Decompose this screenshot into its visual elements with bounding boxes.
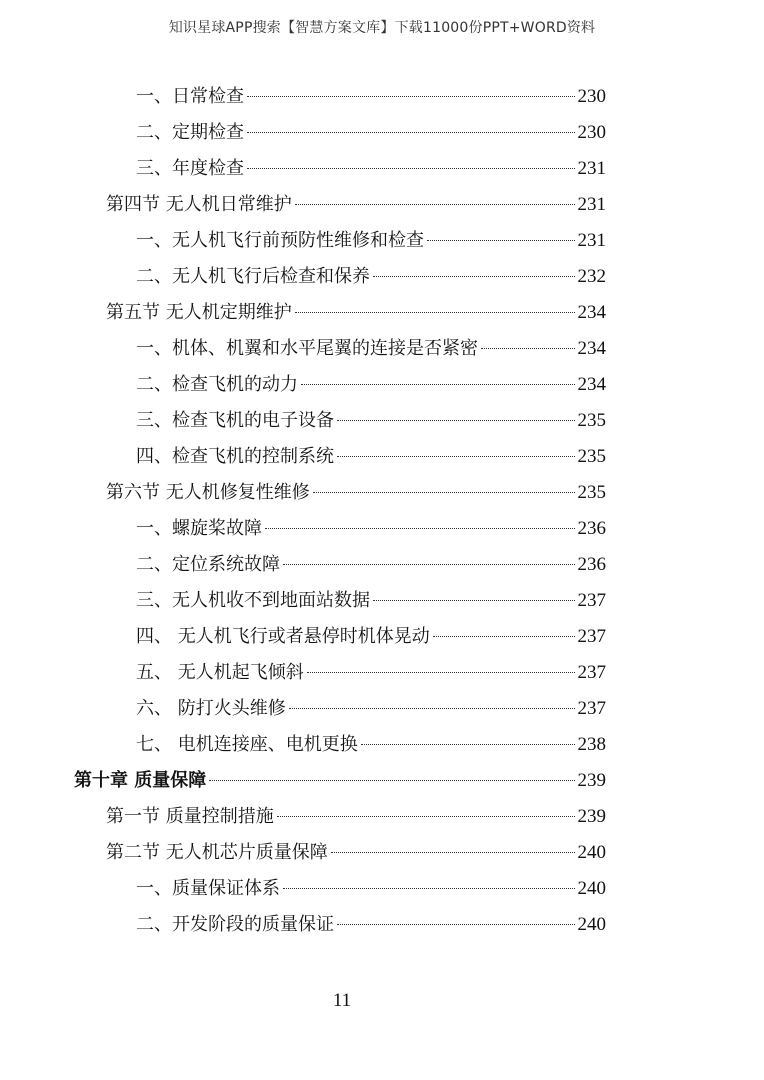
- toc-dot-leader: [361, 744, 575, 745]
- toc-entry-page: 230: [577, 122, 606, 143]
- toc-dot-leader: [373, 600, 575, 601]
- toc-dot-leader: [433, 636, 575, 637]
- toc-entry-page: 239: [577, 770, 606, 791]
- toc-entry-title: 第五节 无人机定期维护: [106, 302, 292, 323]
- toc-dot-leader: [331, 852, 575, 853]
- toc-dot-leader: [209, 780, 574, 781]
- toc-entry[interactable]: [136, 223, 606, 259]
- toc-dot-leader: [337, 420, 575, 421]
- toc-entry-title: 二、无人机飞行后检查和保养: [136, 266, 370, 287]
- toc-entry-page: 236: [577, 554, 606, 575]
- toc-entry-title: 一、机体、机翼和水平尾翼的连接是否紧密: [136, 338, 478, 359]
- toc-entry-title: 二、开发阶段的质量保证: [136, 914, 334, 935]
- toc-entry-title: 第十章 质量保障: [74, 770, 207, 791]
- toc-entry[interactable]: [136, 331, 606, 367]
- toc-entry[interactable]: [136, 439, 606, 475]
- toc-entry-title: 三、年度检查: [136, 158, 244, 179]
- toc-entry[interactable]: [136, 79, 606, 115]
- toc-entry-page: 234: [577, 338, 606, 359]
- toc-entry-title: 一、无人机飞行前预防性维修和检查: [136, 230, 424, 251]
- toc-dot-leader: [265, 528, 575, 529]
- toc-dot-leader: [283, 888, 575, 889]
- header-banner: 知识星球APP搜索【智慧方案文库】下载11000份PPT+WORD资料: [168, 20, 596, 36]
- toc-entry[interactable]: [136, 907, 606, 943]
- toc-dot-leader: [427, 240, 575, 241]
- toc-entry[interactable]: [106, 295, 606, 331]
- toc-entry[interactable]: [136, 727, 606, 763]
- toc-entry[interactable]: [136, 403, 606, 439]
- toc-entry-page: 234: [577, 302, 606, 323]
- toc-dot-leader: [247, 168, 575, 169]
- toc-dot-leader: [337, 924, 575, 925]
- toc-entry[interactable]: [106, 799, 606, 835]
- toc-dot-leader: [283, 564, 575, 565]
- toc-entry-page: 235: [577, 446, 606, 467]
- toc-entry-title: 第六节 无人机修复性维修: [106, 482, 310, 503]
- toc-entry-title: 四、检查飞机的控制系统: [136, 446, 334, 467]
- toc-dot-leader: [295, 312, 575, 313]
- toc-entry-title: 五、 无人机起飞倾斜: [136, 662, 304, 683]
- toc-dot-leader: [295, 204, 575, 205]
- toc-dot-leader: [307, 672, 575, 673]
- toc-entry-page: 240: [577, 878, 606, 899]
- toc-dot-leader: [373, 276, 575, 277]
- toc-entry-title: 第一节 质量控制措施: [106, 806, 274, 827]
- toc-entry[interactable]: [136, 115, 606, 151]
- toc-entry[interactable]: [106, 475, 606, 511]
- toc-entry-title: 二、定位系统故障: [136, 554, 280, 575]
- toc-entry-page: 237: [577, 698, 606, 719]
- toc-entry-title: 二、定期检查: [136, 122, 244, 143]
- toc-entry[interactable]: [136, 583, 606, 619]
- toc-entry-page: 231: [577, 158, 606, 179]
- toc-dot-leader: [313, 492, 575, 493]
- toc-dot-leader: [301, 384, 575, 385]
- toc-dot-leader: [247, 132, 575, 133]
- toc-entry-title: 三、检查飞机的电子设备: [136, 410, 334, 431]
- toc-entry-title: 第二节 无人机芯片质量保障: [106, 842, 328, 863]
- toc-dot-leader: [481, 348, 575, 349]
- toc-entry[interactable]: [136, 511, 606, 547]
- toc-entry-page: 231: [577, 194, 606, 215]
- toc-entry[interactable]: [74, 763, 606, 799]
- toc-entry[interactable]: [136, 655, 606, 691]
- toc-entry-page: 237: [577, 662, 606, 683]
- toc-dot-leader: [337, 456, 575, 457]
- toc-entry-page: 235: [577, 482, 606, 503]
- toc-entry-page: 239: [577, 806, 606, 827]
- toc-entry-title: 一、质量保证体系: [136, 878, 280, 899]
- toc-entry-title: 一、日常检查: [136, 86, 244, 107]
- toc-entry-page: 234: [577, 374, 606, 395]
- toc-entry-page: 232: [577, 266, 606, 287]
- toc-entry-title: 二、检查飞机的动力: [136, 374, 298, 395]
- toc-entry-page: 236: [577, 518, 606, 539]
- toc-entry[interactable]: [136, 367, 606, 403]
- toc-entry[interactable]: [106, 835, 606, 871]
- toc-entry-page: 230: [577, 86, 606, 107]
- toc-entry[interactable]: [136, 691, 606, 727]
- toc-entry[interactable]: [106, 187, 606, 223]
- toc-entry[interactable]: [136, 619, 606, 655]
- toc-entry-page: 231: [577, 230, 606, 251]
- toc-entry-title: 三、无人机收不到地面站数据: [136, 590, 370, 611]
- toc-entry-page: 235: [577, 410, 606, 431]
- toc-entry[interactable]: [136, 871, 606, 907]
- toc-entry-title: 七、 电机连接座、电机更换: [136, 734, 358, 755]
- toc-dot-leader: [247, 96, 575, 97]
- toc-entry-title: 四、 无人机飞行或者悬停时机体晃动: [136, 626, 430, 647]
- toc-entry[interactable]: [136, 259, 606, 295]
- toc-dot-leader: [277, 816, 575, 817]
- toc-entry-title: 一、螺旋桨故障: [136, 518, 262, 539]
- toc-entry-page: 240: [577, 842, 606, 863]
- toc-entry-page: 237: [577, 590, 606, 611]
- toc-entry-title: 第四节 无人机日常维护: [106, 194, 292, 215]
- page-number: 11: [332, 990, 352, 1011]
- toc-dot-leader: [289, 708, 575, 709]
- toc-entry-title: 六、 防打火头维修: [136, 698, 286, 719]
- toc-entry[interactable]: [136, 547, 606, 583]
- toc-entry-page: 240: [577, 914, 606, 935]
- toc-entry-page: 238: [577, 734, 606, 755]
- toc-entry-page: 237: [577, 626, 606, 647]
- toc-entry[interactable]: [136, 151, 606, 187]
